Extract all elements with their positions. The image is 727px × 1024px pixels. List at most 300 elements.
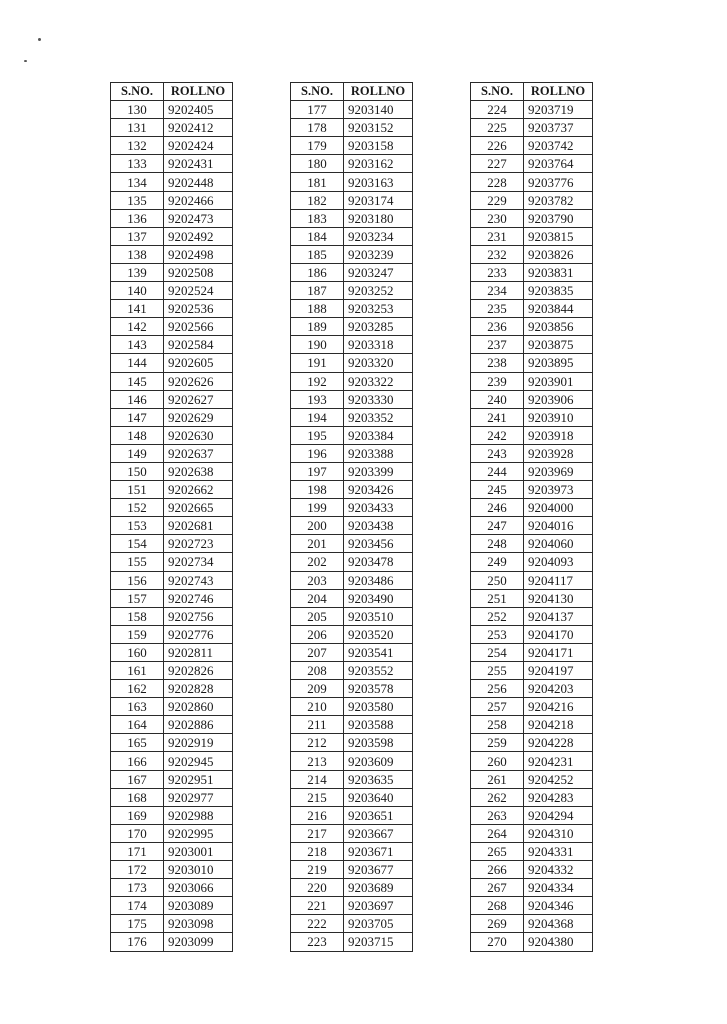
sno-cell: 260	[471, 752, 524, 770]
rollno-cell: 9203667	[344, 824, 413, 842]
table-row	[111, 806, 233, 824]
sno-cell: 174	[111, 897, 164, 915]
sno-cell: 208	[291, 662, 344, 680]
rollno-cell: 9204228	[524, 734, 593, 752]
table-row	[471, 662, 593, 680]
sno-cell: 148	[111, 426, 164, 444]
rollno-cell: 9203433	[344, 499, 413, 517]
sno-cell: 228	[471, 173, 524, 191]
table-row	[471, 354, 593, 372]
sno-cell: 204	[291, 589, 344, 607]
sno-cell: 134	[111, 173, 164, 191]
rollno-cell: 9203162	[344, 155, 413, 173]
sno-cell: 169	[111, 806, 164, 824]
table-row	[291, 788, 413, 806]
table-row	[291, 770, 413, 788]
table-row	[111, 553, 233, 571]
rollno-cell: 9204216	[524, 698, 593, 716]
sno-cell: 142	[111, 318, 164, 336]
sno-cell: 268	[471, 897, 524, 915]
sno-cell: 163	[111, 698, 164, 716]
sno-cell: 209	[291, 680, 344, 698]
table-row	[291, 372, 413, 390]
rollno-cell: 9203239	[344, 245, 413, 263]
table-row	[111, 444, 233, 462]
sno-cell: 176	[111, 933, 164, 951]
rollno-cell: 9203066	[164, 879, 233, 897]
rollno-cell: 9202977	[164, 788, 233, 806]
rollno-cell: 9203253	[344, 300, 413, 318]
table-row	[291, 680, 413, 698]
sno-cell: 181	[291, 173, 344, 191]
rollno-cell: 9204016	[524, 517, 593, 535]
rollno-cell: 9203490	[344, 589, 413, 607]
rollno-cell: 9203764	[524, 155, 593, 173]
rollno-cell: 9203689	[344, 879, 413, 897]
table-row	[111, 318, 233, 336]
sno-cell: 147	[111, 408, 164, 426]
rollno-cell: 9203438	[344, 517, 413, 535]
rollno-cell: 9203635	[344, 770, 413, 788]
table-row	[111, 625, 233, 643]
rollno-cell: 9204170	[524, 625, 593, 643]
sno-cell: 211	[291, 716, 344, 734]
rollno-cell: 9202498	[164, 245, 233, 263]
sno-cell: 225	[471, 119, 524, 137]
sno-cell: 197	[291, 462, 344, 480]
rollno-cell: 9204130	[524, 589, 593, 607]
table-row	[471, 263, 593, 281]
sno-cell: 202	[291, 553, 344, 571]
table-row	[291, 643, 413, 661]
table-row	[471, 390, 593, 408]
rollno-header: ROLLNO	[164, 83, 233, 101]
table-row	[111, 915, 233, 933]
table-row	[111, 245, 233, 263]
sno-cell: 223	[291, 933, 344, 951]
sno-cell: 238	[471, 354, 524, 372]
sno-cell: 200	[291, 517, 344, 535]
table-row	[291, 481, 413, 499]
rollno-cell: 9203609	[344, 752, 413, 770]
sno-cell: 144	[111, 354, 164, 372]
table-row	[111, 499, 233, 517]
rollno-cell: 9204117	[524, 571, 593, 589]
rollno-cell: 9203320	[344, 354, 413, 372]
sno-cell: 246	[471, 499, 524, 517]
sno-cell: 135	[111, 191, 164, 209]
sno-cell: 178	[291, 119, 344, 137]
rollno-table-3	[470, 82, 593, 952]
sno-cell: 201	[291, 535, 344, 553]
sno-cell: 251	[471, 589, 524, 607]
sno-cell: 206	[291, 625, 344, 643]
table-row	[111, 680, 233, 698]
rollno-cell: 9204283	[524, 788, 593, 806]
table-row	[471, 408, 593, 426]
rollno-cell: 9203973	[524, 481, 593, 499]
table-row	[471, 499, 593, 517]
table-row	[471, 137, 593, 155]
rollno-cell: 9202826	[164, 662, 233, 680]
rollno-cell: 9203588	[344, 716, 413, 734]
sno-cell: 141	[111, 300, 164, 318]
rollno-cell: 9204137	[524, 607, 593, 625]
table-body	[471, 101, 593, 951]
rollno-cell: 9203520	[344, 625, 413, 643]
sno-cell: 151	[111, 481, 164, 499]
rollno-cell: 9202629	[164, 408, 233, 426]
rollno-cell: 9203456	[344, 535, 413, 553]
table-row	[111, 662, 233, 680]
rollno-cell: 9203252	[344, 282, 413, 300]
rollno-cell: 9203910	[524, 408, 593, 426]
rollno-cell: 9203510	[344, 607, 413, 625]
rollno-cell: 9203247	[344, 263, 413, 281]
table-row	[291, 879, 413, 897]
table-row	[471, 336, 593, 354]
table-row	[111, 372, 233, 390]
sno-cell: 192	[291, 372, 344, 390]
rollno-cell: 9204093	[524, 553, 593, 571]
rollno-cell: 9203580	[344, 698, 413, 716]
sno-cell: 167	[111, 770, 164, 788]
table-row	[471, 915, 593, 933]
sno-cell: 243	[471, 444, 524, 462]
sno-cell: 239	[471, 372, 524, 390]
rollno-cell: 9202405	[164, 101, 233, 119]
table-row	[111, 897, 233, 915]
rollno-cell: 9204294	[524, 806, 593, 824]
sno-cell: 161	[111, 662, 164, 680]
rollno-cell: 9203010	[164, 861, 233, 879]
table-row	[111, 770, 233, 788]
rollno-cell: 9203969	[524, 462, 593, 480]
table-body	[111, 101, 233, 951]
table-row	[111, 263, 233, 281]
sno-cell: 230	[471, 209, 524, 227]
table-row	[291, 336, 413, 354]
table-row	[471, 318, 593, 336]
table-row	[471, 752, 593, 770]
table-row	[291, 227, 413, 245]
rollno-cell: 9202681	[164, 517, 233, 535]
table-row	[111, 300, 233, 318]
rollno-cell: 9203098	[164, 915, 233, 933]
sno-cell: 196	[291, 444, 344, 462]
sno-cell: 164	[111, 716, 164, 734]
table-row	[291, 662, 413, 680]
sno-cell: 132	[111, 137, 164, 155]
table-row	[111, 101, 233, 119]
table-row	[291, 173, 413, 191]
rollno-cell: 9203388	[344, 444, 413, 462]
rollno-cell: 9204060	[524, 535, 593, 553]
table-row	[471, 553, 593, 571]
rollno-cell: 9203715	[344, 933, 413, 951]
rollno-cell: 9203152	[344, 119, 413, 137]
rollno-cell: 9202431	[164, 155, 233, 173]
rollno-cell: 9204331	[524, 842, 593, 860]
table-row	[111, 173, 233, 191]
table-row	[471, 680, 593, 698]
sno-cell: 140	[111, 282, 164, 300]
rollno-cell: 9203651	[344, 806, 413, 824]
table-row	[111, 861, 233, 879]
sno-cell: 258	[471, 716, 524, 734]
sno-cell: 244	[471, 462, 524, 480]
rollno-cell: 9204197	[524, 662, 593, 680]
table-body	[291, 101, 413, 951]
sno-cell: 270	[471, 933, 524, 951]
sno-cell: 136	[111, 209, 164, 227]
table-row	[111, 752, 233, 770]
sno-cell: 252	[471, 607, 524, 625]
table-row	[111, 589, 233, 607]
sno-cell: 143	[111, 336, 164, 354]
sno-cell: 218	[291, 842, 344, 860]
sno-cell: 182	[291, 191, 344, 209]
table-row	[471, 517, 593, 535]
rollno-cell: 9203352	[344, 408, 413, 426]
table-row	[471, 698, 593, 716]
rollno-cell: 9202630	[164, 426, 233, 444]
table-row	[111, 119, 233, 137]
sno-cell: 130	[111, 101, 164, 119]
sno-cell: 179	[291, 137, 344, 155]
rollno-cell: 9202448	[164, 173, 233, 191]
table-row	[471, 282, 593, 300]
table-row	[291, 300, 413, 318]
table-row	[291, 806, 413, 824]
sno-cell: 249	[471, 553, 524, 571]
rollno-cell: 9203486	[344, 571, 413, 589]
sno-cell: 184	[291, 227, 344, 245]
rollno-cell: 9203671	[344, 842, 413, 860]
table-row	[111, 788, 233, 806]
rollno-cell: 9203742	[524, 137, 593, 155]
rollno-cell: 9203895	[524, 354, 593, 372]
table-row	[111, 354, 233, 372]
table-row	[291, 517, 413, 535]
table-row	[291, 535, 413, 553]
sno-cell: 152	[111, 499, 164, 517]
table-row	[471, 607, 593, 625]
rollno-table-1	[110, 82, 233, 952]
rollno-cell: 9203578	[344, 680, 413, 698]
rollno-cell: 9204231	[524, 752, 593, 770]
rollno-cell: 9202860	[164, 698, 233, 716]
rollno-cell: 9203322	[344, 372, 413, 390]
table-row	[111, 824, 233, 842]
rollno-cell: 9203552	[344, 662, 413, 680]
table-row	[471, 535, 593, 553]
table-row	[291, 933, 413, 951]
sno-cell: 150	[111, 462, 164, 480]
rollno-cell: 9202638	[164, 462, 233, 480]
rollno-cell: 9204346	[524, 897, 593, 915]
table-row	[471, 300, 593, 318]
table-header-row	[291, 83, 413, 101]
rollno-cell: 9202626	[164, 372, 233, 390]
rollno-cell: 9202536	[164, 300, 233, 318]
rollno-cell: 9203844	[524, 300, 593, 318]
table-row	[291, 698, 413, 716]
rollno-cell: 9203782	[524, 191, 593, 209]
rollno-cell: 9203174	[344, 191, 413, 209]
rollno-cell: 9204332	[524, 861, 593, 879]
rollno-cell: 9203776	[524, 173, 593, 191]
rollno-cell: 9203399	[344, 462, 413, 480]
rollno-cell: 9203697	[344, 897, 413, 915]
sno-cell: 224	[471, 101, 524, 119]
sno-cell: 269	[471, 915, 524, 933]
rollno-cell: 9202662	[164, 481, 233, 499]
rollno-cell: 9202995	[164, 824, 233, 842]
sno-cell: 138	[111, 245, 164, 263]
sno-cell: 198	[291, 481, 344, 499]
table-row	[291, 553, 413, 571]
rollno-cell: 9202627	[164, 390, 233, 408]
rollno-cell: 9203330	[344, 390, 413, 408]
table-row	[471, 933, 593, 951]
table-row	[471, 589, 593, 607]
sno-cell: 133	[111, 155, 164, 173]
sno-cell: 226	[471, 137, 524, 155]
table-row	[471, 770, 593, 788]
rollno-cell: 9203001	[164, 842, 233, 860]
rollno-cell: 9203856	[524, 318, 593, 336]
sno-cell: 263	[471, 806, 524, 824]
rollno-cell: 9203831	[524, 263, 593, 281]
sno-cell: 233	[471, 263, 524, 281]
sno-cell: 177	[291, 101, 344, 119]
table-row	[291, 462, 413, 480]
rollno-cell: 9204000	[524, 499, 593, 517]
table-row	[471, 897, 593, 915]
table-row	[111, 879, 233, 897]
sno-cell: 240	[471, 390, 524, 408]
sno-cell: 199	[291, 499, 344, 517]
rollno-cell: 9202466	[164, 191, 233, 209]
sno-cell: 257	[471, 698, 524, 716]
table-row	[471, 625, 593, 643]
rollno-cell: 9202886	[164, 716, 233, 734]
rollno-cell: 9203815	[524, 227, 593, 245]
rollno-cell: 9203478	[344, 553, 413, 571]
rollno-cell: 9203790	[524, 209, 593, 227]
table-row	[471, 734, 593, 752]
sno-cell: 255	[471, 662, 524, 680]
table-row	[471, 119, 593, 137]
sno-cell: 159	[111, 625, 164, 643]
rollno-cell: 9202412	[164, 119, 233, 137]
sno-cell: 210	[291, 698, 344, 716]
sno-cell: 165	[111, 734, 164, 752]
sno-cell: 247	[471, 517, 524, 535]
rollno-cell: 9203737	[524, 119, 593, 137]
rollno-cell: 9202508	[164, 263, 233, 281]
sno-cell: 250	[471, 571, 524, 589]
table-row	[471, 861, 593, 879]
sno-cell: 149	[111, 444, 164, 462]
table-row	[291, 101, 413, 119]
sno-cell: 222	[291, 915, 344, 933]
sno-cell: 265	[471, 842, 524, 860]
rollno-cell: 9203719	[524, 101, 593, 119]
table-row	[111, 336, 233, 354]
rollno-cell: 9203318	[344, 336, 413, 354]
sno-cell: 253	[471, 625, 524, 643]
sno-cell: 187	[291, 282, 344, 300]
sno-cell: 194	[291, 408, 344, 426]
rollno-cell: 9203089	[164, 897, 233, 915]
table-row	[291, 716, 413, 734]
table-row	[111, 227, 233, 245]
table-row	[291, 607, 413, 625]
table-row	[291, 842, 413, 860]
sno-cell: 219	[291, 861, 344, 879]
table-row	[111, 282, 233, 300]
rollno-cell: 9202424	[164, 137, 233, 155]
table-header-row	[111, 83, 233, 101]
sno-cell: 173	[111, 879, 164, 897]
table-row	[291, 589, 413, 607]
table-row	[111, 137, 233, 155]
scan-speck	[38, 38, 41, 41]
table-row	[291, 354, 413, 372]
table-row	[471, 481, 593, 499]
table-row	[111, 698, 233, 716]
table-row	[471, 101, 593, 119]
sno-cell: 189	[291, 318, 344, 336]
table-row	[111, 481, 233, 499]
sno-cell: 234	[471, 282, 524, 300]
rollno-cell: 9202919	[164, 734, 233, 752]
rollno-cell: 9203285	[344, 318, 413, 336]
table-row	[111, 535, 233, 553]
rollno-cell: 9203901	[524, 372, 593, 390]
table-row	[111, 842, 233, 860]
sno-header: S.NO.	[111, 83, 164, 101]
rollno-cell: 9203918	[524, 426, 593, 444]
sno-cell: 186	[291, 263, 344, 281]
table-row	[471, 571, 593, 589]
sno-cell: 267	[471, 879, 524, 897]
rollno-cell: 9202605	[164, 354, 233, 372]
sno-cell: 205	[291, 607, 344, 625]
rollno-cell: 9204310	[524, 824, 593, 842]
table-row	[291, 119, 413, 137]
sno-header: S.NO.	[471, 83, 524, 101]
rollno-header: ROLLNO	[524, 83, 593, 101]
sno-cell: 168	[111, 788, 164, 806]
sno-cell: 221	[291, 897, 344, 915]
rollno-cell: 9204252	[524, 770, 593, 788]
sno-cell: 242	[471, 426, 524, 444]
rollno-cell: 9203640	[344, 788, 413, 806]
rollno-cell: 9202637	[164, 444, 233, 462]
rollno-header: ROLLNO	[344, 83, 413, 101]
sno-cell: 170	[111, 824, 164, 842]
sno-cell: 188	[291, 300, 344, 318]
rollno-cell: 9202951	[164, 770, 233, 788]
table-row	[471, 245, 593, 263]
rollno-cell: 9204334	[524, 879, 593, 897]
rollno-cell: 9203234	[344, 227, 413, 245]
sno-cell: 131	[111, 119, 164, 137]
table-row	[471, 191, 593, 209]
